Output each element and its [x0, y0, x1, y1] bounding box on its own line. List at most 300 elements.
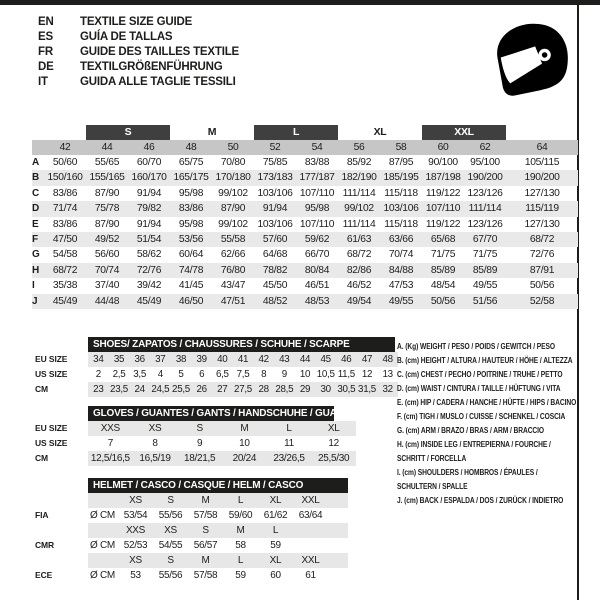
size-value: 61/63 — [346, 233, 372, 245]
shoes-us-row — [32, 367, 398, 382]
size-value: 47/53 — [388, 280, 414, 292]
size-value: 72/76 — [136, 264, 162, 276]
glove-us-size: 8 — [152, 438, 158, 449]
size-value: 95/98 — [178, 218, 204, 230]
language-code: ES — [38, 30, 53, 43]
helmet-cm-value: 59 — [235, 570, 246, 581]
size-value: 47/51 — [220, 295, 246, 307]
row-label: EU SIZE — [35, 423, 68, 433]
size-value: 105/115 — [524, 157, 560, 168]
size-table-row-j — [32, 294, 578, 309]
legend-item: J. (cm) BACK / ESPALDA / DOS / ZURÜCK / INDIETRO — [397, 496, 564, 505]
glove-cm-size: 16,5/19 — [139, 453, 171, 464]
helmet-size: L — [237, 555, 244, 566]
size-value: 170/180 — [215, 172, 251, 184]
size-value: 115/118 — [384, 218, 418, 230]
size-value: 45/49 — [52, 295, 78, 307]
size-value: 70/74 — [388, 249, 414, 261]
row-letter: G — [32, 249, 40, 261]
helmet-icon — [487, 16, 573, 106]
glove-eu-size: S — [196, 423, 203, 434]
size-value: 68/72 — [529, 233, 555, 245]
size-value: 47/50 — [52, 233, 78, 245]
size-value: 71/75 — [472, 249, 498, 261]
helmet-cm-value: 61 — [305, 570, 316, 581]
glove-us-size: 7 — [107, 438, 113, 449]
size-value: 87/95 — [388, 157, 414, 168]
size-value: 85/89 — [472, 264, 498, 276]
size-value: 95/98 — [304, 203, 330, 215]
size-number: 54 — [311, 142, 323, 153]
helmet-table — [32, 478, 348, 583]
helmet-cm-value: 58 — [235, 540, 246, 551]
shoe-eu-size: 41 — [237, 354, 249, 365]
row-label: US SIZE — [35, 438, 68, 448]
row-letter: F — [32, 233, 38, 245]
helmet-size: XS — [129, 495, 142, 506]
shoe-us-size: 9 — [281, 369, 287, 380]
size-value: 95/100 — [470, 157, 500, 168]
shoe-eu-size: 38 — [175, 354, 187, 365]
shoe-cm-size: 27,5 — [234, 384, 252, 395]
shoe-cm-size: 24 — [134, 384, 145, 395]
size-value: 80/84 — [304, 264, 330, 276]
helmet-table-title: HELMET / CASCO / CASQUE / HELM / CASCO — [88, 478, 348, 493]
shoe-cm-size: 28 — [258, 384, 269, 395]
legend-item: I. (cm) SHOULDERS / HOMBROS / ÉPAULES / SCHULTERN / SPALLE — [397, 468, 538, 491]
size-value: 91/94 — [262, 203, 288, 215]
shoe-cm-size: 30,5 — [337, 384, 356, 395]
size-value: 99/102 — [218, 218, 248, 230]
top-border — [0, 0, 600, 5]
shoe-us-size: 13 — [382, 369, 393, 380]
size-value: 79/82 — [136, 203, 162, 215]
helmet-size: XXL — [301, 555, 320, 566]
row-letter: C — [32, 187, 39, 199]
language-row — [38, 14, 239, 29]
size-table-row-c — [32, 186, 578, 201]
shoe-cm-size: 25,5 — [172, 384, 190, 395]
size-value: 155/165 — [89, 172, 125, 184]
size-value: 46/51 — [304, 280, 330, 292]
shoe-us-size: 12 — [361, 369, 373, 380]
size-value: 182/190 — [341, 172, 377, 184]
helmet-size: XXL — [301, 495, 320, 506]
size-value: 57/60 — [262, 233, 288, 245]
language-code: DE — [38, 60, 54, 73]
ece-sizes-row — [32, 553, 348, 568]
cmr-sizes-row — [32, 523, 348, 538]
size-value: 75/85 — [262, 157, 288, 168]
size-value: 107/110 — [299, 187, 335, 199]
size-value: 64/68 — [262, 249, 288, 261]
size-value: 55/58 — [220, 233, 246, 245]
shoe-us-size: 5 — [178, 369, 184, 380]
size-value: 173/183 — [257, 172, 293, 184]
row-label: ECE — [35, 570, 53, 580]
diameter-unit: Ø CM — [90, 570, 115, 581]
helmet-size: L — [272, 525, 279, 536]
helmet-cm-value: 53 — [130, 570, 141, 581]
helmet-cm-value: 61/62 — [263, 510, 288, 521]
row-letter: A — [32, 157, 39, 168]
shoes-eu-row — [32, 352, 398, 367]
shoe-cm-size: 23 — [93, 384, 104, 395]
legend-item: E. (cm) HIP / CADERA / HANCHE / HÜFTE / HIPS / BACINO — [397, 398, 577, 407]
size-value: 76/80 — [220, 264, 246, 276]
size-value: 83/86 — [52, 187, 78, 199]
language-code: EN — [38, 15, 54, 28]
size-value: 115/118 — [384, 187, 418, 199]
language-row — [38, 29, 239, 44]
size-value: 52/58 — [529, 295, 555, 307]
shoe-eu-size: 39 — [196, 354, 207, 365]
size-value: 115/119 — [525, 203, 559, 215]
shoe-eu-size: 36 — [134, 354, 145, 365]
glove-cm-size: 20/24 — [232, 453, 257, 464]
shoe-us-size: 2,5 — [112, 369, 126, 380]
size-value: 71/74 — [52, 203, 78, 215]
helmet-cm-value: 57/58 — [193, 510, 218, 521]
glove-us-size: 11 — [284, 438, 294, 449]
shoe-us-size: 6,5 — [215, 369, 229, 380]
size-value: 83/86 — [52, 218, 78, 230]
row-label: EU SIZE — [35, 354, 68, 364]
size-value: 107/110 — [299, 218, 335, 230]
shoe-us-size: 6 — [199, 369, 205, 380]
glove-eu-size: XXS — [100, 423, 120, 434]
legend-item: G. (cm) ARM / BRAZO / BRAS / ARM / BRACCIO — [397, 426, 545, 435]
ece-values-row — [32, 568, 348, 583]
legend-item: B. (cm) HEIGHT / ALTURA / HAUTEUR / HÖHE / ALTEZZA — [397, 356, 573, 365]
size-value: 103/106 — [257, 218, 293, 230]
shoe-cm-size: 24,5 — [151, 384, 170, 395]
shoe-eu-size: 35 — [113, 354, 125, 365]
helmet-size: XXS — [125, 525, 146, 536]
size-table-row-i — [32, 278, 578, 293]
size-value: 50/56 — [529, 280, 555, 292]
size-value: 37/40 — [94, 280, 120, 292]
helmet-size: XL — [269, 495, 282, 506]
helmet-size: M — [236, 525, 245, 536]
row-label: CM — [35, 453, 49, 463]
shoe-us-size: 10,5 — [316, 369, 335, 380]
size-value: 41/45 — [178, 280, 204, 292]
size-value: 95/98 — [178, 187, 204, 199]
helmet-cm-value: 63/64 — [298, 510, 323, 521]
size-value: 111/114 — [342, 187, 376, 199]
helmet-cm-value: 54/55 — [158, 540, 183, 551]
cmr-values-row — [32, 538, 348, 553]
measurement-legend — [397, 340, 578, 508]
fia-values-row — [32, 508, 348, 523]
shoe-cm-size: 30 — [320, 384, 331, 395]
helmet-cm-value: 53/54 — [123, 510, 148, 521]
shoe-us-size: 4 — [157, 369, 163, 380]
size-value: 83/88 — [304, 157, 330, 168]
shoe-us-size: 11,5 — [337, 369, 355, 380]
size-value: 107/110 — [425, 203, 461, 215]
size-value: 84/88 — [388, 264, 414, 276]
diameter-unit: Ø CM — [90, 540, 115, 551]
shoe-cm-size: 29 — [299, 384, 311, 395]
size-value: 190/200 — [524, 172, 560, 184]
helmet-cm-value: 60 — [270, 570, 281, 581]
shoes-cm-row — [32, 382, 398, 397]
shoe-eu-size: 42 — [258, 354, 269, 365]
size-value: 35/38 — [52, 280, 78, 292]
size-table-row-e — [32, 217, 578, 232]
shoe-eu-size: 44 — [299, 354, 311, 365]
size-value: 177/187 — [299, 172, 335, 184]
helmet-cm-value: 57/58 — [193, 570, 218, 581]
shoe-eu-size: 48 — [382, 354, 393, 365]
size-value: 87/90 — [94, 187, 120, 199]
shoe-eu-size: 45 — [320, 354, 331, 365]
helmet-size: S — [167, 495, 174, 506]
size-value: 127/130 — [524, 218, 560, 230]
size-number: 62 — [479, 142, 491, 153]
gloves-eu-row — [32, 421, 356, 436]
glove-eu-size: XL — [327, 423, 340, 434]
glove-eu-size: M — [240, 423, 249, 434]
size-number: 48 — [185, 142, 197, 153]
helmet-cm-value: 59/60 — [228, 510, 253, 521]
glove-cm-size: 23/26,5 — [273, 453, 305, 464]
language-title: TEXTILE SIZE GUIDE — [80, 15, 193, 28]
textile-size-table — [32, 125, 578, 309]
language-title: GUIDA ALLE TAGLIE TESSILI — [80, 75, 236, 88]
size-value: 60/70 — [136, 157, 162, 168]
size-value: 150/160 — [47, 172, 83, 184]
size-group-header-row — [32, 125, 578, 140]
helmet-size: XS — [164, 525, 177, 536]
helmet-size: XS — [129, 555, 142, 566]
size-value: 46/52 — [346, 280, 372, 292]
helmet-cm-value: 55/56 — [158, 510, 183, 521]
gloves-table — [32, 406, 356, 466]
helmet-size: M — [201, 555, 210, 566]
legend-item: A. (Kg) WEIGHT / PESO / POIDS / GEWITCH / PESO — [397, 342, 555, 351]
size-value: 70/80 — [220, 157, 246, 168]
legend-item: C. (cm) CHEST / PECHO / POITRINE / TRUHE / PETTO — [397, 370, 563, 379]
size-value: 39/42 — [136, 280, 162, 292]
size-value: 48/53 — [304, 295, 330, 307]
shoe-eu-size: 46 — [341, 354, 352, 365]
language-title: TEXTILGRÖßENFÜHRUNG — [80, 60, 223, 73]
language-title: GUÍA DE TALLAS — [80, 30, 173, 43]
legend-item: D. (cm) WAIST / CINTURA / TAILLE / HÜFTUNG / VITA — [397, 384, 561, 393]
helmet-cm-value: 52/53 — [123, 540, 148, 551]
size-value: 99/102 — [218, 187, 248, 199]
size-value: 66/70 — [304, 249, 330, 261]
size-value: 58/62 — [136, 249, 162, 261]
shoe-us-size: 8 — [261, 369, 267, 380]
size-value: 67/70 — [472, 233, 498, 245]
size-value: 62/66 — [220, 249, 246, 261]
language-row — [38, 59, 239, 74]
size-value: 71/75 — [430, 249, 456, 261]
language-row — [38, 44, 239, 59]
size-value: 90/100 — [428, 157, 458, 168]
fia-sizes-row — [32, 493, 348, 508]
size-value: 45/49 — [136, 295, 162, 307]
row-letter: B — [32, 172, 39, 184]
size-group-l: L — [254, 125, 338, 140]
row-letter: I — [32, 280, 35, 292]
size-value: 87/91 — [529, 264, 555, 276]
row-letter: H — [32, 264, 39, 276]
size-value: 51/56 — [472, 295, 498, 307]
size-value: 87/90 — [220, 203, 246, 215]
size-value: 68/72 — [52, 264, 78, 276]
size-number: 56 — [353, 142, 365, 153]
size-value: 127/130 — [524, 187, 560, 199]
row-letter: D — [32, 203, 39, 215]
size-value: 43/47 — [220, 280, 246, 292]
size-number: 58 — [395, 142, 407, 153]
gloves-table-title: GLOVES / GUANTES / GANTS / HANDSCHUHE / GUANTI — [88, 406, 334, 421]
size-number: 44 — [101, 142, 113, 153]
shoe-eu-size: 37 — [155, 354, 166, 365]
helmet-size: S — [167, 555, 174, 566]
language-code: IT — [38, 75, 48, 88]
size-value: 54/58 — [52, 249, 78, 261]
size-value: 165/175 — [173, 172, 209, 184]
row-letter: E — [32, 218, 39, 230]
diameter-unit: Ø CM — [90, 510, 115, 521]
shoe-cm-size: 32 — [382, 384, 393, 395]
shoe-cm-size: 27 — [217, 384, 228, 395]
size-table-row-d — [32, 201, 578, 216]
helmet-size: L — [237, 495, 244, 506]
shoe-eu-size: 40 — [217, 354, 228, 365]
size-value: 74/78 — [178, 264, 204, 276]
helmet-cm-value: 56/57 — [193, 540, 218, 551]
size-value: 50/60 — [52, 157, 78, 168]
language-title: GUIDE DES TAILLES TEXTILE — [80, 45, 239, 58]
shoe-eu-size: 43 — [279, 354, 290, 365]
size-value: 185/195 — [383, 172, 419, 184]
size-value: 187/198 — [425, 172, 461, 184]
shoe-us-size: 2 — [95, 369, 101, 380]
shoes-table — [32, 337, 398, 397]
language-code: FR — [38, 45, 53, 58]
size-value: 87/90 — [94, 218, 120, 230]
size-value: 68/72 — [346, 249, 372, 261]
size-value: 123/126 — [467, 187, 503, 199]
size-value: 49/52 — [94, 233, 120, 245]
helmet-size: XL — [269, 555, 282, 566]
glove-cm-size: 12,5/16,5 — [90, 453, 130, 464]
row-label: FIA — [35, 510, 49, 520]
legend-item: F. (cm) TIGH / MUSLO / CUISSE / SCHENKEL / COSCIA — [397, 412, 566, 421]
glove-us-size: 10 — [239, 438, 250, 449]
helmet-size: M — [201, 495, 210, 506]
size-table-row-b — [32, 170, 578, 185]
shoe-us-size: 3,5 — [133, 369, 147, 380]
helmet-cm-value: 59 — [270, 540, 281, 551]
shoes-table-title: SHOES/ ZAPATOS / CHAUSSURES / SCHUHE / SCARPE — [88, 337, 395, 352]
shoe-cm-size: 23,5 — [110, 384, 128, 395]
size-number: 50 — [227, 142, 239, 153]
legend-item: H. (cm) INSIDE LEG / ENTREPIERNA / FOURCHE / SCHRITT / FORCELLA — [397, 440, 551, 463]
size-number: 64 — [536, 142, 548, 153]
size-value: 44/48 — [94, 295, 120, 307]
shoe-eu-size: 34 — [93, 354, 104, 365]
shoe-eu-size: 47 — [361, 354, 373, 365]
size-value: 91/94 — [136, 187, 162, 199]
size-value: 53/56 — [178, 233, 204, 245]
helmet-cm-value: 55/56 — [158, 570, 183, 581]
size-value: 85/92 — [346, 157, 372, 168]
size-table-row-f — [32, 232, 578, 247]
size-value: 65/75 — [178, 157, 204, 168]
size-value: 49/55 — [388, 295, 414, 307]
size-value: 91/94 — [136, 218, 162, 230]
glove-eu-size: L — [286, 423, 292, 434]
size-number-row — [32, 140, 578, 155]
size-value: 51/54 — [136, 233, 162, 245]
size-number: 52 — [269, 142, 281, 153]
size-value: 160/170 — [131, 172, 167, 184]
size-number: 60 — [437, 142, 449, 153]
size-group-xxl: XXL — [422, 125, 506, 140]
size-value: 103/106 — [383, 203, 419, 215]
size-value: 48/52 — [262, 295, 288, 307]
size-number: 46 — [143, 142, 155, 153]
size-value: 103/106 — [257, 187, 293, 199]
size-value: 72/76 — [529, 249, 555, 261]
size-table-row-g — [32, 247, 578, 262]
glove-us-size: 9 — [197, 438, 203, 449]
glove-cm-size: 18/21,5 — [184, 453, 216, 464]
size-value: 59/62 — [304, 233, 330, 245]
size-group-xl: XL — [373, 126, 387, 138]
size-value: 56/60 — [94, 249, 120, 261]
size-value: 46/50 — [178, 295, 204, 307]
size-value: 49/55 — [472, 280, 498, 292]
size-group-s: S — [86, 125, 170, 140]
glove-us-size: 12 — [328, 438, 339, 449]
size-value: 85/89 — [430, 264, 456, 276]
size-value: 75/78 — [94, 203, 120, 215]
row-label: CMR — [35, 540, 55, 550]
shoe-cm-size: 31,5 — [358, 384, 376, 395]
size-value: 50/56 — [430, 295, 456, 307]
size-value: 48/54 — [430, 280, 456, 292]
size-value: 55/65 — [94, 157, 120, 168]
size-value: 60/64 — [178, 249, 204, 261]
size-value: 78/82 — [262, 264, 288, 276]
row-label: US SIZE — [35, 369, 68, 379]
size-value: 111/114 — [468, 203, 502, 215]
size-value: 63/66 — [388, 233, 414, 245]
size-value: 190/200 — [467, 172, 503, 184]
size-value: 123/126 — [467, 218, 503, 230]
language-title-list — [38, 14, 239, 89]
size-value: 111/114 — [342, 218, 376, 230]
helmet-size: S — [202, 525, 209, 536]
row-label: CM — [35, 384, 49, 394]
shoe-cm-size: 26 — [196, 384, 207, 395]
size-value: 49/54 — [346, 295, 372, 307]
size-value: 119/122 — [425, 218, 461, 230]
size-table-row-h — [32, 263, 578, 278]
glove-eu-size: XS — [148, 423, 162, 434]
row-letter: J — [32, 295, 38, 307]
size-number: 42 — [59, 142, 71, 153]
